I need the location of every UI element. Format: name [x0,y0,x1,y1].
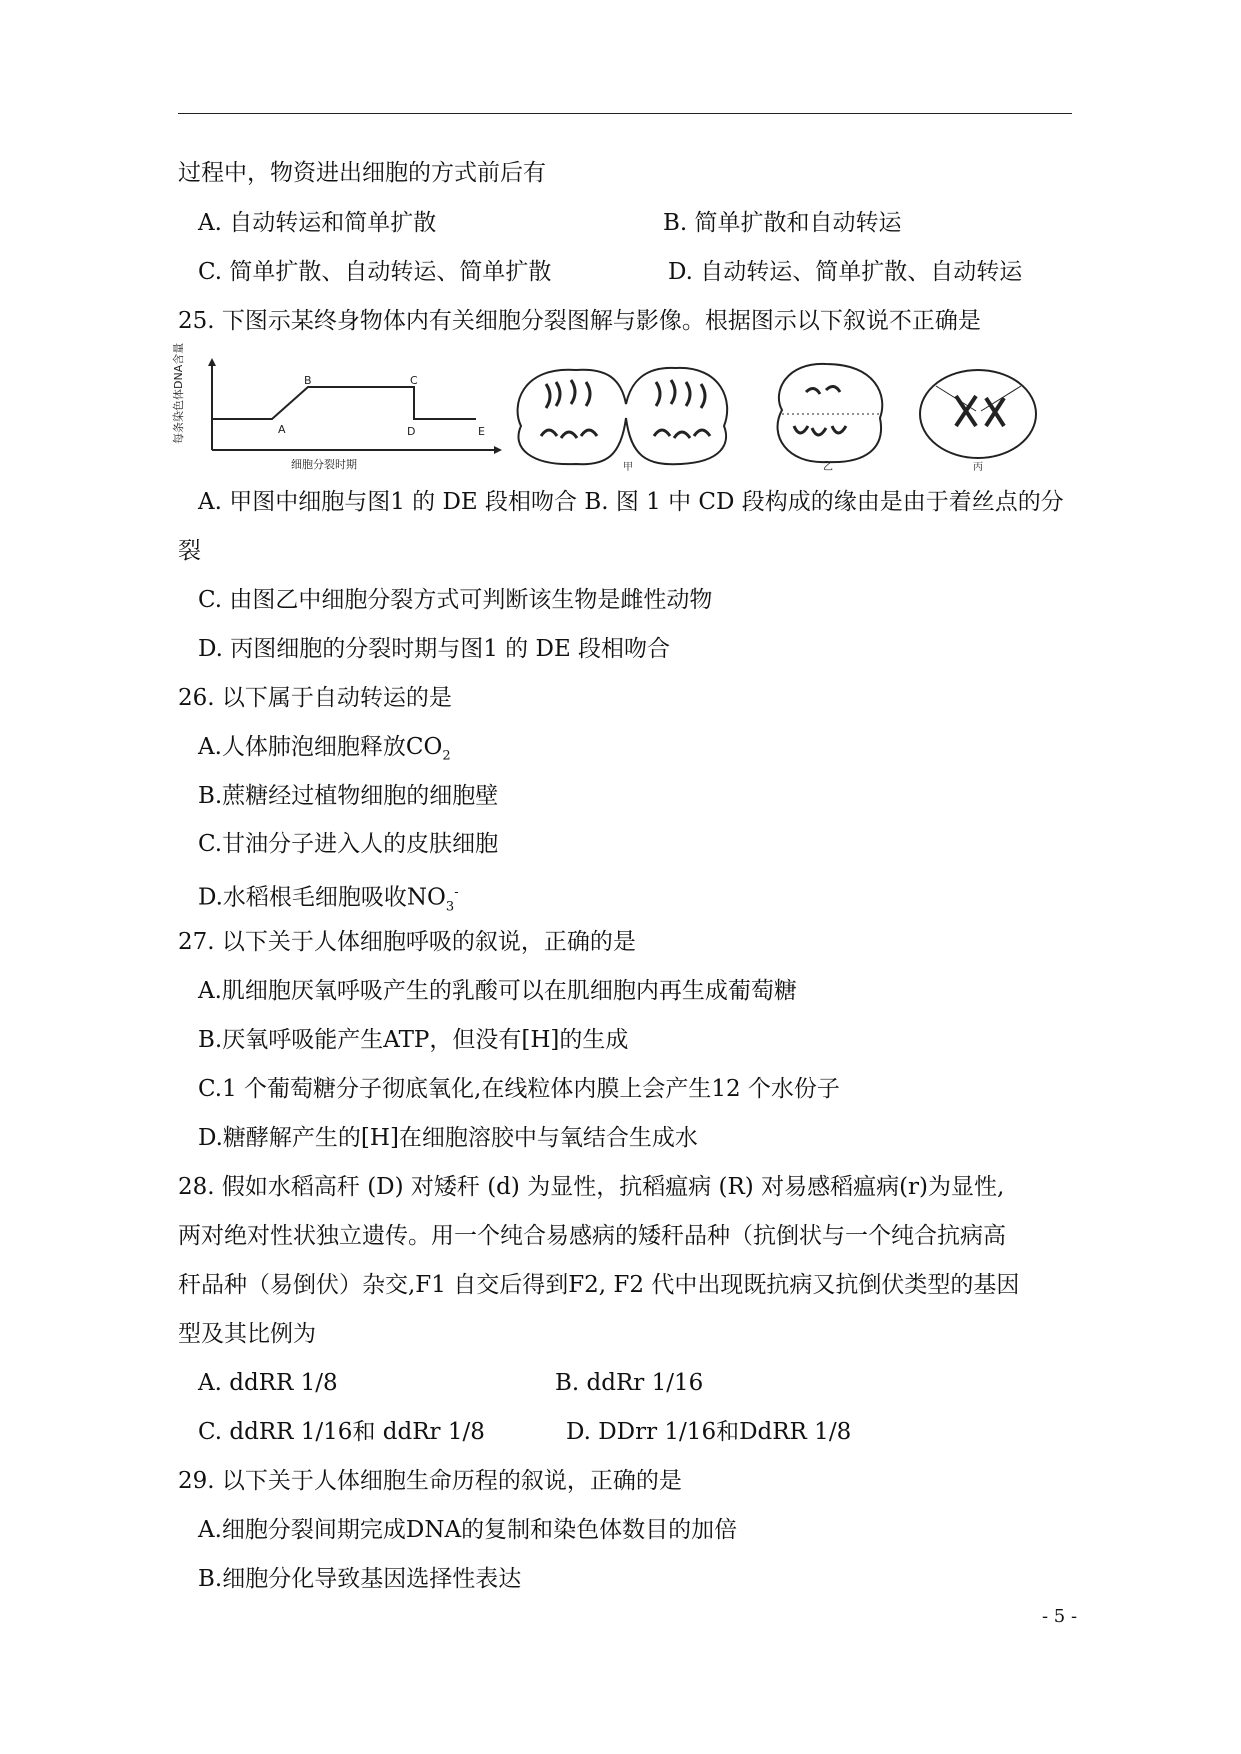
q25-figure-svg [172,342,1076,473]
q26-option-a [198,732,451,772]
q26-option-d-text: D.水稻根毛细胞吸收NO [198,884,446,911]
q24-option-b: B. 简单扩散和自动转运 [663,210,902,236]
q27-stem: 27. 以下关于人体细胞呼吸的叙说，正确的是 [178,929,636,955]
point-label-d: D [407,425,416,438]
q25-figure [172,342,1076,473]
cell-yi [778,364,883,462]
q27-option-d: D.糖酵解产生的[H]在细胞溶胶中与氧结合生成水 [198,1125,698,1151]
dna-content-graph [208,358,502,454]
q28-stem-line2: 两对绝对性状独立遗传。用一个纯合易感病的矮秆品种（抗倒状与一个纯合抗病高 [178,1223,1006,1249]
q26-stem: 26. 以下属于自动转运的是 [178,685,452,711]
q24-option-a: A. 自动转运和简单扩散 [198,210,437,236]
graph-xlabel: 细胞分裂时期 [291,458,357,471]
q25-option-d: D. 丙图细胞的分裂时期与图1 的 DE 段相吻合 [198,636,671,662]
q28-option-a: A. ddRR 1/8 [198,1370,338,1396]
cell-label-bing: 丙 [973,462,983,473]
q28-option-c: C. ddRR 1/16和 ddRr 1/8 [198,1419,485,1445]
page-number: - 5 - [1042,1606,1078,1627]
point-label-b: B [304,374,312,387]
q27-option-b: B.厌氧呼吸能产生ATP，但没有[H]的生成 [198,1027,629,1053]
cell-label-yi: 乙 [823,462,833,473]
q24-option-d: D. 自动转运、简单扩散、自动转运 [668,259,1023,285]
q28-stem-line3: 秆品种（易倒伏）杂交,F1 自交后得到F2, F2 代中出现既抗病又抗倒伏类型的基因 [178,1272,1020,1298]
point-label-e: E [478,425,485,438]
point-label-c: C [410,374,418,387]
q28-option-d: D. DDrr 1/16和DdRR 1/8 [566,1419,852,1445]
q27-option-c: C.1 个葡萄糖分子彻底氧化,在线粒体内膜上会产生12 个水份子 [198,1076,840,1102]
point-label-a: A [278,423,286,436]
cell-jia [518,368,728,464]
q25-stem: 25. 下图示某终身物体内有关细胞分裂图解与影像。根据图示以下叙说不正确是 [178,308,981,334]
q24-continuation-text: 过程中，物资进出细胞的方式前后有 [178,160,546,186]
header-rule [178,113,1072,114]
q26-option-d-subscript: 3 [445,899,455,915]
q27-option-a: A.肌细胞厌氧呼吸产生的乳酸可以在肌细胞内再生成葡萄糖 [198,978,797,1004]
cell-bing [920,370,1036,458]
q24-option-c: C. 简单扩散、自动转运、简单扩散 [198,259,552,285]
q26-option-a-subscript: 2 [442,748,451,764]
y-axis-arrow [208,358,216,366]
x-axis-arrow [494,446,502,454]
q25-option-c: C. 由图乙中细胞分裂方式可判断该生物是雌性动物 [198,587,713,613]
q26-option-c: C.甘油分子进入人的皮肤细胞 [198,831,499,857]
q29-stem: 29. 以下关于人体细胞生命历程的叙说，正确的是 [178,1468,682,1494]
q26-option-d-superscript: - [454,885,459,900]
q26-option-d [198,878,459,922]
q26-option-b: B.蔗糖经过植物细胞的细胞壁 [198,783,499,809]
cell-label-jia: 甲 [623,462,633,473]
graph-ylabel: 每条染色体DNA含量 [172,342,185,444]
q25-option-a-b: A. 甲图中细胞与图1 的 DE 段相吻合 B. 图 1 中 CD 段构成的缘由是由于着丝点的分 [198,489,1064,515]
q28-stem-line1: 28. 假如水稻高秆 (D) 对矮秆 (d) 为显性，抗稻瘟病 (R) 对易感稻瘟病(r)为显性, [178,1174,1005,1200]
q28-stem-line4: 型及其比例为 [178,1321,316,1347]
q29-option-a: A.细胞分裂间期完成DNA的复制和染色体数目的加倍 [198,1517,738,1543]
q26-option-a-text: A.人体肺泡细胞释放CO [198,734,443,760]
q25-option-b-continuation: 裂 [178,538,201,564]
q29-option-b: B.细胞分化导致基因选择性表达 [198,1566,522,1592]
dna-content-curve [212,387,476,419]
q28-option-b: B. ddRr 1/16 [555,1370,704,1396]
